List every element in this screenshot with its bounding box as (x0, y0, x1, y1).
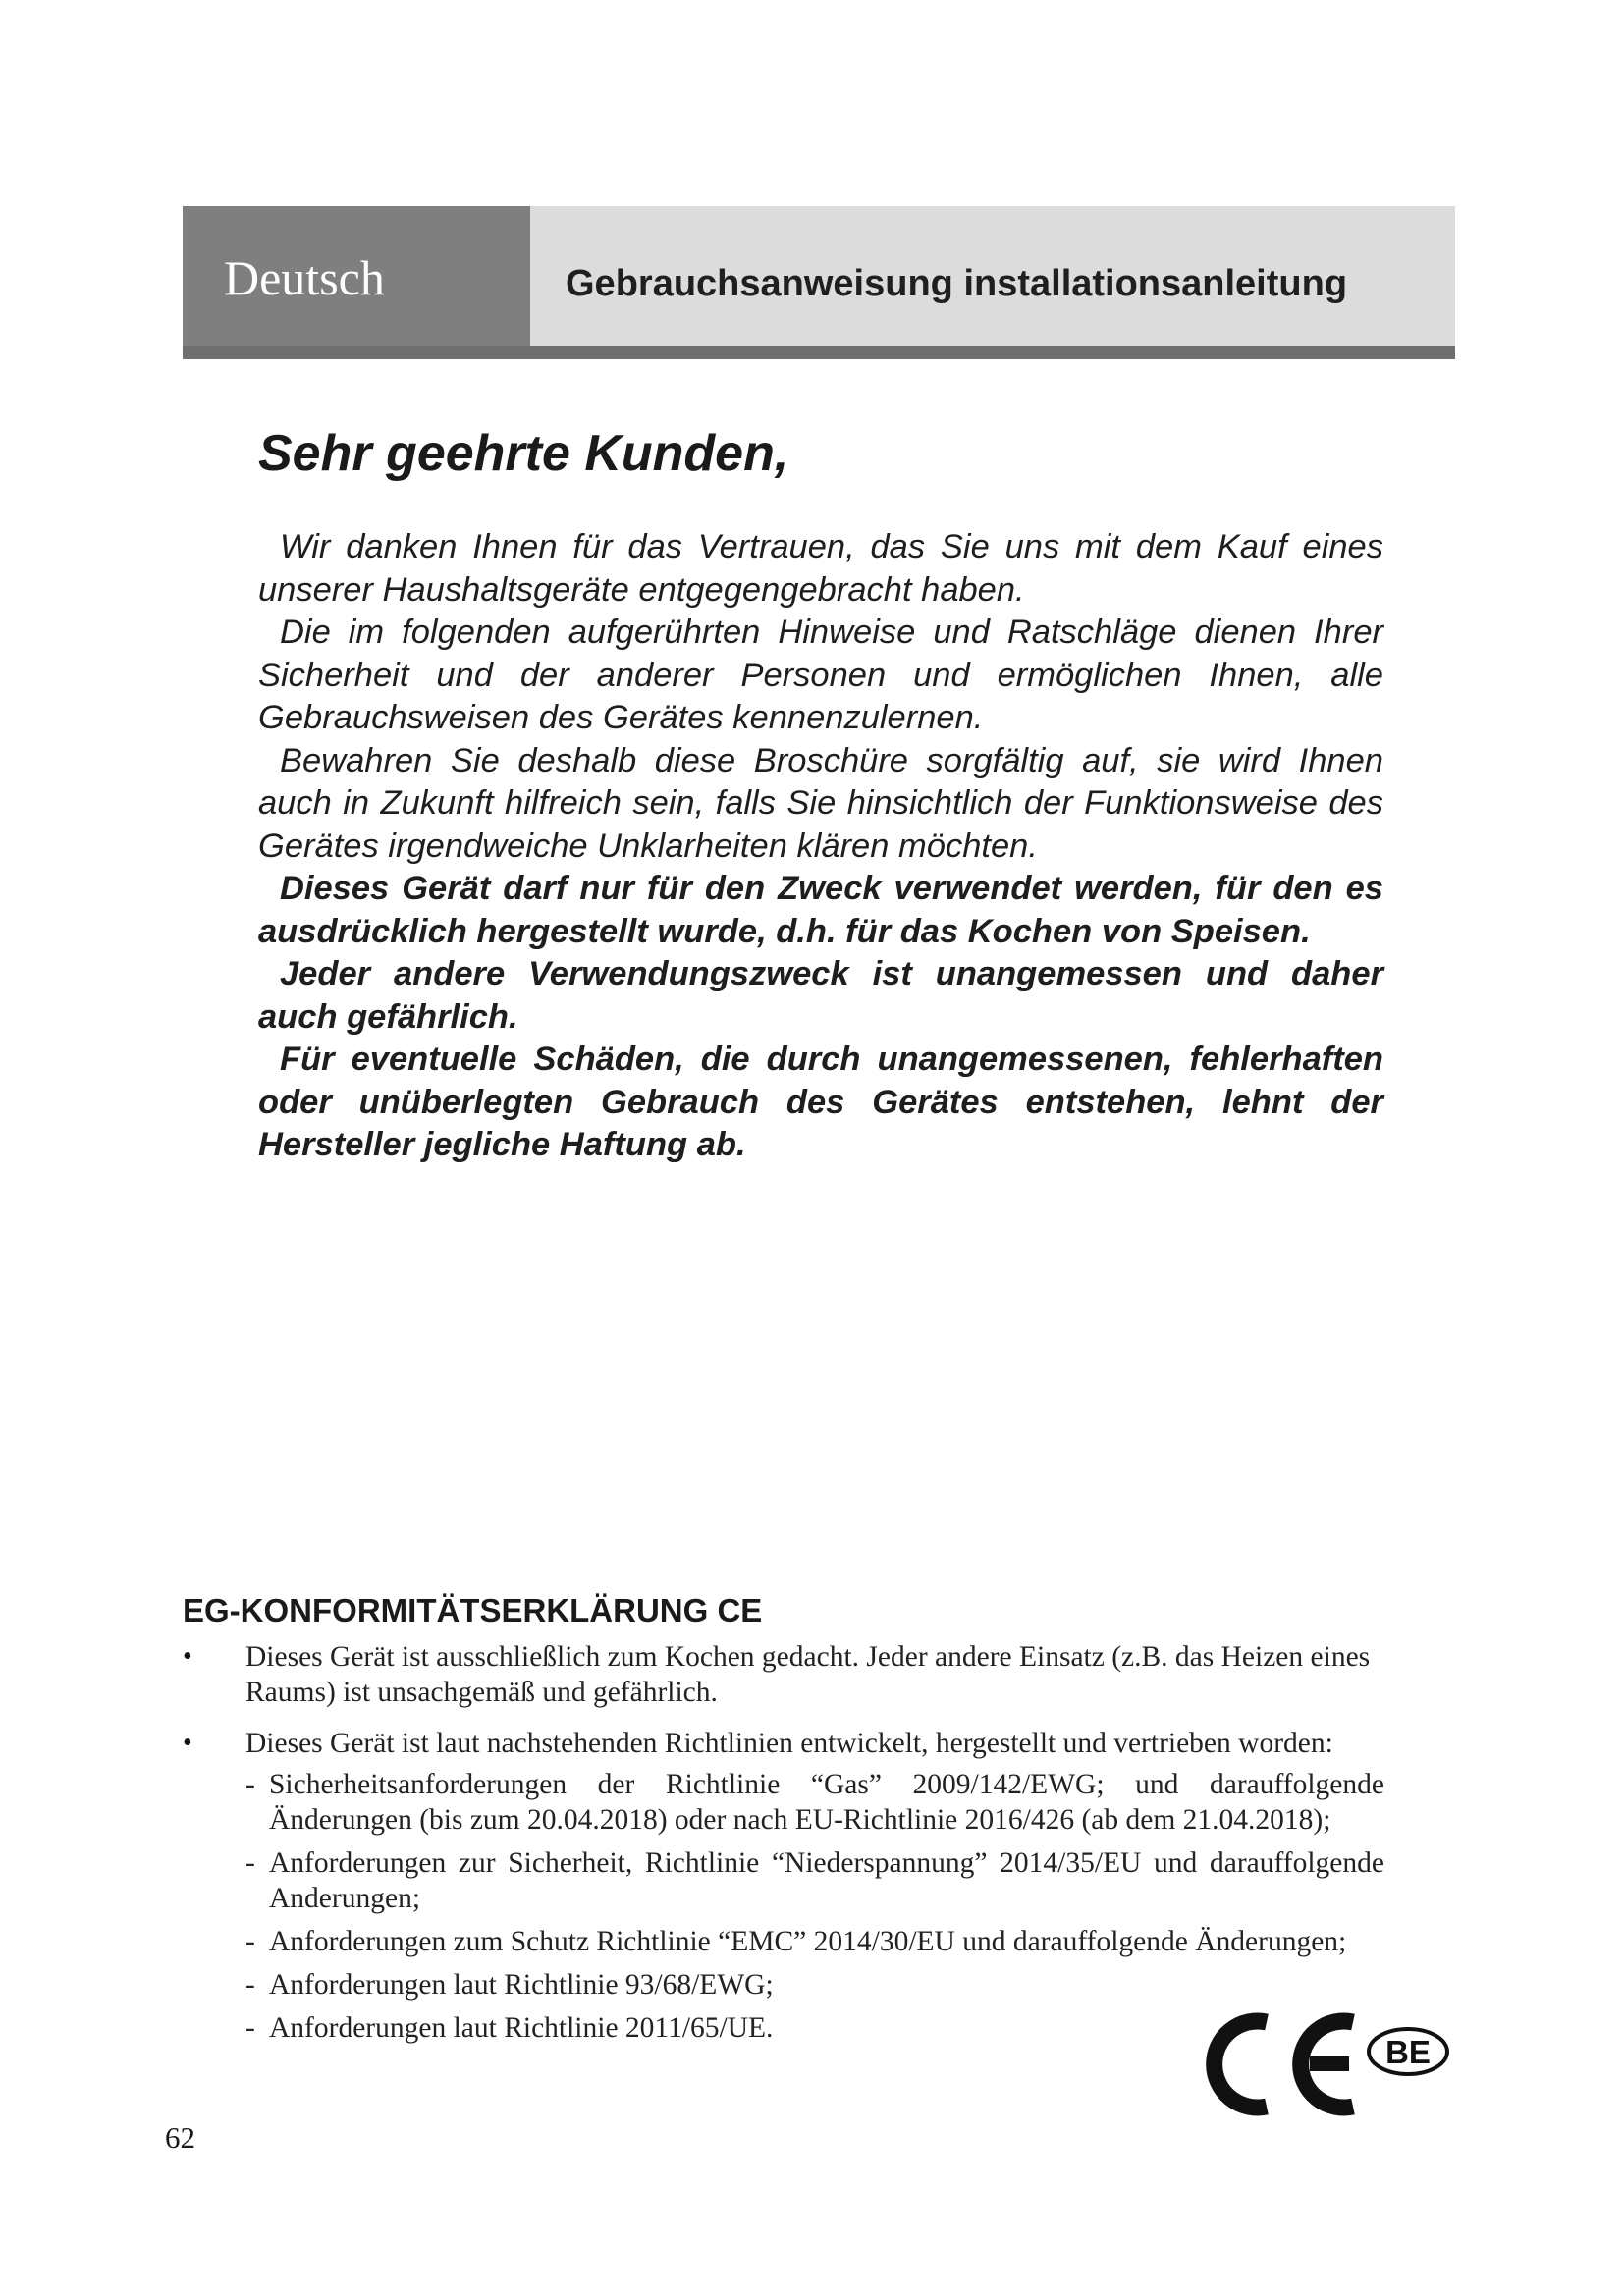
directive-text: Anforderungen zur Sicherheit, Richtlinie “Niederspannung” 2014/35/EU und darauffolgende Anderungen; (269, 1847, 1384, 1914)
conformity-item-text: Dieses Gerät ist ausschließlich zum Kochen gedacht. Jeder andere Einsatz (z.B. das Heizen eines Raums) ist unsachgemäß und gefährlich. (245, 1641, 1371, 1708)
dash-marker: - (245, 1969, 255, 2001)
dash-marker: - (245, 1847, 255, 1879)
page-number: 62 (165, 2120, 195, 2155)
page-header (183, 206, 1455, 359)
intro-warning: Jeder andere Verwendungszweck ist unangemessen und daher auch gefährlich. (258, 955, 1383, 1036)
country-code: BE (1385, 2034, 1431, 2070)
directive-item (245, 1845, 1384, 1916)
document-title: Gebrauchsanweisung installationsanleitung (566, 263, 1348, 304)
directive-text: Anforderungen laut Richtlinie 93/68/EWG; (269, 1969, 774, 2001)
dash-marker: - (245, 2012, 255, 2044)
conformity-heading: EG-KONFORMITÄTSERKLÄRUNG CE (183, 1592, 763, 1629)
intro-text (258, 526, 1383, 1167)
ce-letter-c-icon (1215, 2021, 1267, 2108)
intro-warning: Dieses Gerät darf nur für den Zweck verwendet werden, für den es ausdrücklich hergestellt wurde, d.h. für das Kochen von Speisen. (258, 870, 1383, 950)
dash-marker: - (245, 1926, 255, 1957)
directive-text: Anforderungen zum Schutz Richtlinie “EMC” 2014/30/EU und darauffolgende Änderungen; (269, 1926, 1347, 1957)
bullet-icon: • (183, 1641, 192, 1672)
intro-paragraph: Die im folgenden aufgerührten Hinweise und Ratschläge dienen Ihrer Sicherheit und der anderer Personen und ermöglichen Ihnen, alle Gebrauchsweisen des Gerätes kennenzulernen. (258, 614, 1383, 736)
directive-item (245, 1924, 1384, 1959)
dash-marker: - (245, 1769, 255, 1800)
directive-list (245, 1767, 1384, 2046)
header-divider (183, 346, 1455, 359)
language-tab: Deutsch (183, 206, 530, 346)
greeting-heading: Sehr geehrte Kunden, (258, 425, 789, 482)
intro-paragraph: Bewahren Sie deshalb diese Broschüre sorgfältig auf, sie wird Ihnen auch in Zukunft hilfreich sein, falls Sie hinsichtlich der Funktionsweise des Gerätes irgendweiche Unklarheiten klären möchten. (258, 741, 1383, 865)
conformity-item (183, 1639, 1384, 1710)
directive-item (245, 1767, 1384, 1838)
conformity-item-text: Dieses Gerät ist laut nachstehenden Richtlinien entwickelt, hergestellt und vertrieben worden: (245, 1728, 1333, 1759)
bullet-icon: • (183, 1728, 192, 1758)
directive-text: Sicherheitsanforderungen der Richtlinie “Gas” 2009/142/EWG; und darauffolgende Änderungen (bis zum 20.04.2018) oder nach EU-Richtlinie 2016/426 (ab dem 21.04.2018); (269, 1769, 1384, 1836)
directive-item (245, 1967, 1384, 2002)
conformity-section (183, 1592, 1384, 2054)
ce-letter-e-bar (1310, 2056, 1349, 2071)
ce-mark-icon (1204, 2010, 1451, 2118)
directive-text: Anforderungen laut Richtlinie 2011/65/UE. (269, 2012, 774, 2044)
conformity-item (183, 1726, 1384, 2046)
intro-warning: Für eventuelle Schäden, die durch unangemessenen, fehlerhaften oder unüberlegten Gebrauch des Gerätes entstehen, lehnt der Hersteller jegliche Haftung ab. (258, 1041, 1383, 1163)
intro-paragraph: Wir danken Ihnen für das Vertrauen, das Sie uns mit dem Kauf eines unserer Haushaltsgeräte entgegengebracht haben. (258, 528, 1383, 609)
